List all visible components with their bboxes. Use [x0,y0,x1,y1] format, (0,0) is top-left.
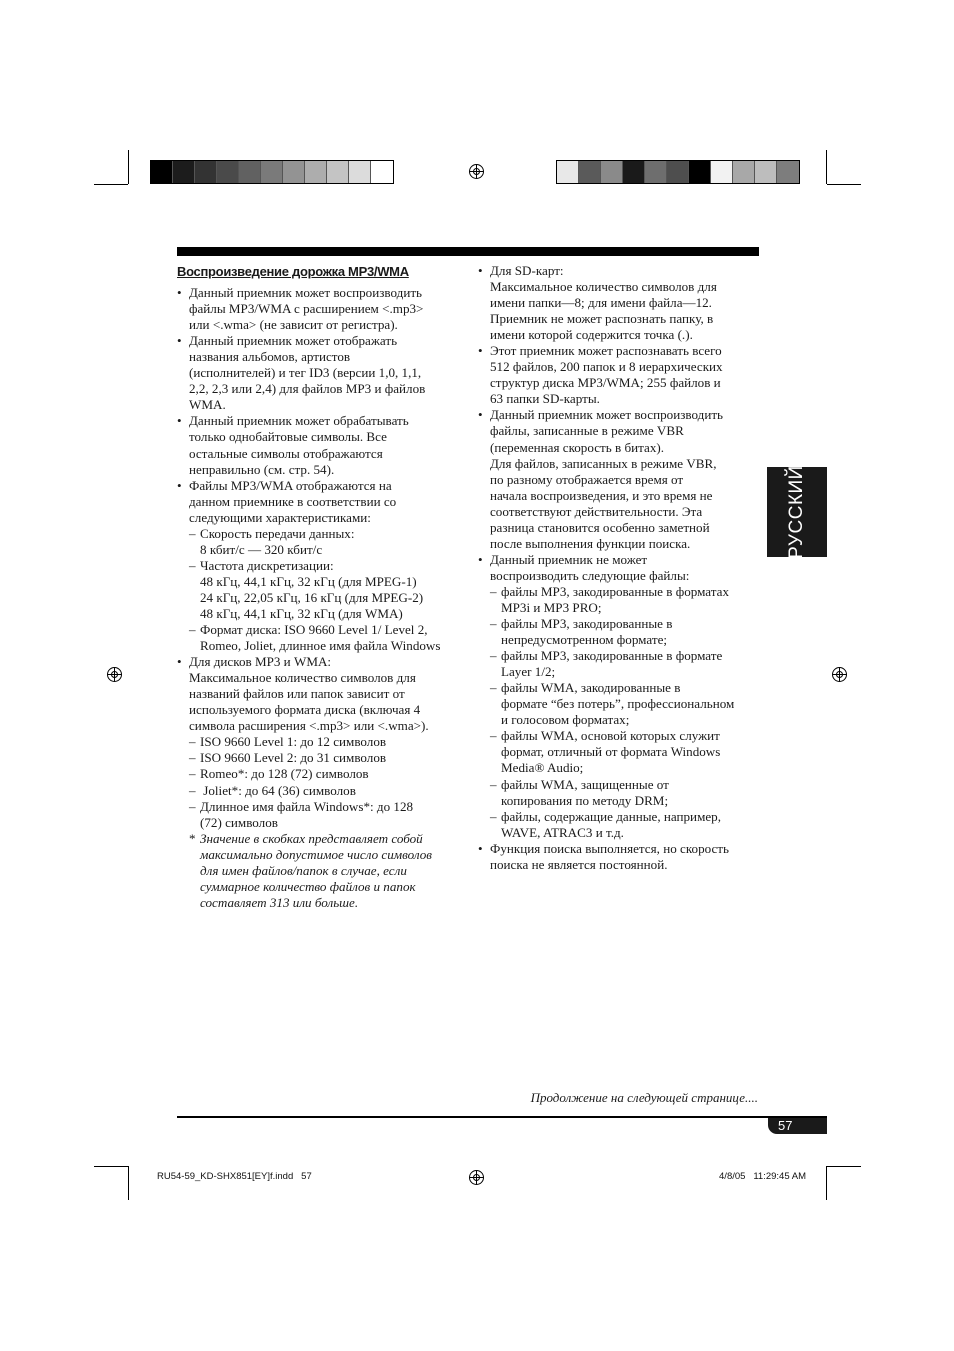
crop-mark [128,1166,129,1200]
sub-list-item: – файлы MP3, закодированные в форматах MP3i и MP3 PRO; [490,584,764,616]
header-rule [177,247,759,256]
color-bar-right [556,160,800,184]
color-swatch [305,161,327,183]
color-swatch [283,161,305,183]
color-swatch [349,161,371,183]
sub-list-item: – файлы MP3, закодированные в непредусмотренном формате; [490,616,764,648]
crop-mark [826,150,827,184]
sub-list [490,584,764,841]
color-swatch [601,161,623,183]
color-swatch [579,161,601,183]
registration-mark-icon [469,164,484,179]
sub-list-item: – Joliet*: до 64 (36) символов [189,783,462,799]
left-bullet-list [177,285,462,911]
sub-list-item: – Длинное имя файла Windows*: до 128 (72) символов [189,799,462,831]
list-item: • Данный приемник не может воспроизводить следующие файлы: – файлы MP3, закодированные в форматах MP3i и MP3 PRO; – файлы MP3, закодированные в непредусмотренном формате; – файлы MP3, закодированные в формате Layer 1/2; – файлы WMA, закодированные в формате “без потерь”, профессиональном и голосовом форматах; – файлы WMA, основой которых служит формат, отличный от формата Windows Media® Audio; – файлы WMA, защищенные от копирования по методу DRM; – файлы, содержащие данные, например, WAVE, ATRAC3 и т.д. [478,552,764,841]
right-column [478,263,764,873]
page-number: 57 [768,1118,827,1134]
crop-mark [826,1166,827,1200]
list-item: • Этот приемник может распознавать всего 512 файлов, 200 папок и 8 иерархических структур диска MP3/WMA; 255 файлов и 63 папки SD-карты. [478,343,764,407]
continued-note: Продолжение на следующей странице.... [530,1090,758,1105]
crop-mark [128,150,129,184]
list-item: • Функция поиска выполняется, но скорость поиска не является постоянной. [478,841,764,873]
sub-list-item: – файлы MP3, закодированные в формате Layer 1/2; [490,648,764,680]
color-swatch [261,161,283,183]
color-swatch [711,161,733,183]
registration-mark-icon [832,667,847,682]
crop-mark [94,1166,128,1167]
color-bar-left [150,160,394,184]
color-swatch [151,161,173,183]
sub-list-item: – файлы WMA, основой которых служит формат, отличный от формата Windows Media® Audio; [490,728,764,776]
crop-mark [94,184,128,185]
color-swatch [195,161,217,183]
sub-list-item: – файлы WMA, защищенные от копирования по методу DRM; [490,777,764,809]
sub-list [189,526,462,654]
list-item: • Для дисков MP3 и WMA: Максимальное количество символов для названий файлов или папок зависит от используемого формата диска (включая 4 символа расширения <.mp3> или <.wma>). – ISO 9660 Level 1: до 12 символов – ISO 9660 Level 2: до 31 символов – Romeo*: до 128 (72) символов – Joliet*: до 64 (36) символов – Длинное имя файла Windows*: до 128 (72) символов * Значение в скобках представляет собой максимально допустимое число символов для имен файлов/папок в случае, если суммарное количество файлов и папок составляет 313 или больше. [177,654,462,911]
sub-list-item: – файлы WMA, закодированные в формате “без потерь”, профессиональном и голосовом форматах; [490,680,764,728]
list-item: • Файлы MP3/WMA отображаются на данном приемнике в соответствии со следующими характеристиками: – Скорость передачи данных: 8 кбит/с — 320 кбит/с – Частота дискретизации: 48 кГц, 44,1 кГц, 32 кГц (для MPEG-1) 24 кГц, 22,05 кГц, 16 кГц (для MPEG-2) 48 кГц, 44,1 кГц, 32 кГц (для WMA) – Формат диска: ISO 9660 Level 1/ Level 2, Romeo, Joliet, длинное имя файла Windows [177,478,462,655]
right-bullet-list [478,263,764,873]
color-swatch [733,161,755,183]
crop-mark [827,1166,861,1167]
language-tab [767,467,827,557]
color-swatch [173,161,195,183]
color-swatch [667,161,689,183]
list-item: • Для SD-карт: Максимальное количество символов для имени папки—8; для имени файла—12. Приемник не может распознать папку, в имени которой содержится точка (.). [478,263,764,343]
footnote: * Значение в скобках представляет собой максимально допустимое число символов для имен файлов/папок в случае, если суммарное количество файлов и папок составляет 313 или больше. [189,831,462,911]
sub-list-item: – Формат диска: ISO 9660 Level 1/ Level 2, Romeo, Joliet, длинное имя файла Windows [189,622,462,654]
slug-timestamp: 4/8/05 11:29:45 AM [719,1171,806,1182]
sub-list-item: – файлы, содержащие данные, например, WAVE, ATRAC3 и т.д. [490,809,764,841]
color-swatch [327,161,349,183]
color-swatch [371,161,393,183]
left-column [177,264,462,911]
language-tab-label: РУССКИЙ [786,465,807,559]
list-item: • Данный приемник может воспроизводить файлы MP3/WMA с расширением <.mp3> или <.wma> (не зависит от регистра). [177,285,462,333]
color-swatch [755,161,777,183]
list-item: • Данный приемник может обрабатывать только однобайтовые символы. Все остальные символы отображаются неправильно (см. стр. 54). [177,413,462,477]
color-swatch [557,161,579,183]
list-item: • Данный приемник может отображать названия альбомов, артистов (исполнителей) и тег ID3 (версии 1,0, 1,1, 2,2, 2,3 или 2,4) для файлов MP3 и файлов WMA. [177,333,462,413]
sub-list-item: – Скорость передачи данных: 8 кбит/с — 320 кбит/с [189,526,462,558]
color-swatch [623,161,645,183]
registration-mark-icon [107,667,122,682]
sub-list-item: – ISO 9660 Level 1: до 12 символов [189,734,462,750]
color-swatch [239,161,261,183]
crop-mark [827,184,861,185]
list-item: • Данный приемник может воспроизводить файлы, записанные в режиме VBR (переменная скорость в битах). Для файлов, записанных в режиме VBR, по разному отображается время от начала воспроизведения, и это время не соответствуют действительности. Эта разница становится особенно заметной после выполнения функции поиска. [478,407,764,551]
slug-filename: RU54-59_KD-SHX851[EY]f.indd 57 [157,1171,312,1182]
sub-list-item: – Частота дискретизации: 48 кГц, 44,1 кГц, 32 кГц (для MPEG-1) 24 кГц, 22,05 кГц, 16 кГц (для MPEG-2) 48 кГц, 44,1 кГц, 32 кГц (для WMA) [189,558,462,622]
section-title: Воспроизведение дорожка MP3/WMA [177,264,409,279]
color-swatch [645,161,667,183]
sub-list-item: – Romeo*: до 128 (72) символов [189,766,462,782]
sub-list [189,734,462,830]
color-swatch [689,161,711,183]
registration-mark-icon [469,1170,484,1185]
color-swatch [777,161,799,183]
footer-rule [177,1116,827,1118]
color-swatch [217,161,239,183]
sub-list-item: – ISO 9660 Level 2: до 31 символов [189,750,462,766]
